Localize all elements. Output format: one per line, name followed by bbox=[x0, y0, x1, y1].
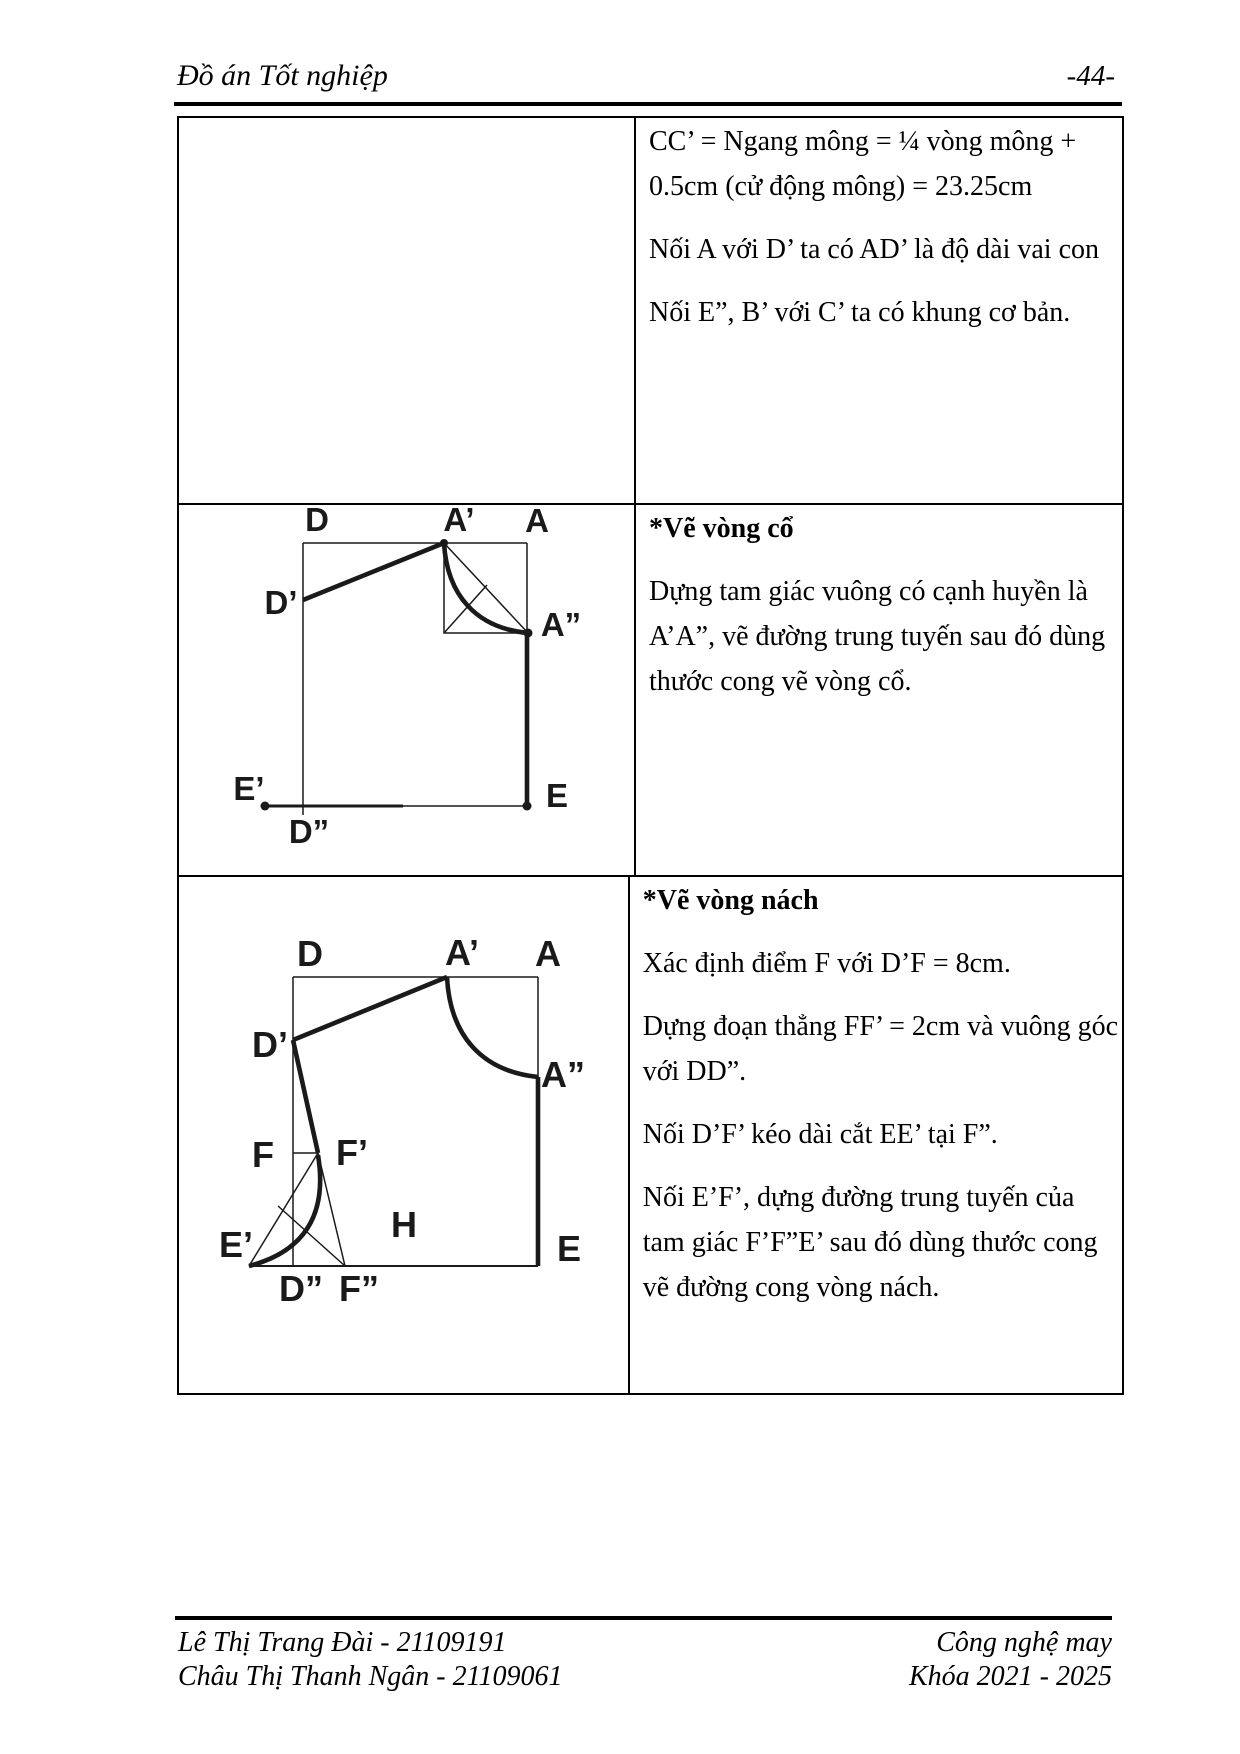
d2-label-D-doubleprime: D” bbox=[279, 1268, 323, 1309]
text-line: Xác định điểm F với D’F = 8cm. bbox=[642, 948, 1011, 979]
d2-label-F-prime: F’ bbox=[336, 1132, 368, 1173]
cell-text-neckline bbox=[636, 505, 1122, 875]
armhole-paragraphs bbox=[643, 941, 1118, 1310]
text-line: CC’ = Ngang mông = ¼ vòng mông + bbox=[649, 126, 1077, 157]
footer-author-2: Châu Thị Thanh Ngân - 21109061 bbox=[178, 1661, 563, 1692]
text-line: Nối D’F’ kéo dài cắt EE’ tại F”. bbox=[642, 1119, 998, 1150]
text-line: Dựng tam giác vuông có cạnh huyền là bbox=[649, 576, 1088, 607]
d2-label-F: F bbox=[252, 1134, 274, 1175]
document-title: Đồ án Tốt nghiệp bbox=[177, 59, 388, 92]
page-number: -44- bbox=[1066, 60, 1115, 92]
d1-label-D: D bbox=[305, 503, 329, 538]
cell-text-measurements bbox=[636, 118, 1122, 503]
text-line: thước cong vẽ vòng cổ. bbox=[649, 666, 912, 697]
text-line: 0.5cm (cử động mông) = 23.25cm bbox=[649, 171, 1033, 202]
d2-label-A: A bbox=[535, 933, 561, 974]
d1-label-A-prime: A’ bbox=[443, 503, 475, 538]
d2-label-A-prime: A’ bbox=[444, 932, 480, 973]
d2-armhole-straight bbox=[293, 1040, 318, 1153]
d2-label-H: H bbox=[391, 1204, 417, 1245]
text-line: Nối E”, B’ với C’ ta có khung cơ bản. bbox=[649, 297, 1071, 328]
paragraph bbox=[649, 119, 1118, 209]
spacer bbox=[643, 923, 1118, 941]
text-line: với DD”. bbox=[642, 1056, 747, 1087]
d1-label-D-doubleprime: D” bbox=[288, 813, 330, 850]
table-row-measurements bbox=[179, 118, 1122, 505]
text-line: Dựng đoạn thẳng FF’ = 2cm và vuông góc bbox=[642, 1011, 1118, 1042]
text-line: Nối E’F’, dựng đường trung tuyến của bbox=[642, 1182, 1075, 1213]
d2-label-F-doubleprime: F” bbox=[339, 1268, 379, 1309]
d2-median-line bbox=[278, 1206, 345, 1266]
d1-frame-lines bbox=[303, 543, 527, 815]
text-line: vẽ đường cong vòng nách. bbox=[642, 1272, 940, 1303]
d2-label-D-prime: D’ bbox=[252, 1024, 288, 1065]
d1-shoulder-line bbox=[303, 543, 444, 600]
d2-label-E: E bbox=[556, 1228, 582, 1269]
d2-label-E-prime: E’ bbox=[218, 1224, 254, 1265]
d2-label-D: D bbox=[297, 933, 323, 974]
d2-neck-curve bbox=[447, 977, 538, 1077]
paragraph bbox=[649, 569, 1118, 704]
neckline-paragraphs bbox=[649, 569, 1118, 704]
paragraph bbox=[643, 1175, 1118, 1310]
section-heading-neckline: *Vẽ vòng cổ bbox=[649, 513, 794, 544]
d2-label-A-doubleprime: A” bbox=[541, 1054, 585, 1095]
point-dot-E bbox=[523, 802, 532, 811]
cell-empty bbox=[179, 118, 636, 503]
paragraph bbox=[649, 290, 1118, 335]
paragraph bbox=[643, 1004, 1118, 1094]
armhole-diagram bbox=[179, 875, 632, 1393]
d1-label-A: A bbox=[525, 503, 549, 539]
header-rule bbox=[174, 102, 1122, 106]
d1-label-A-doubleprime: A” bbox=[540, 606, 582, 643]
footer-program bbox=[909, 1626, 1112, 1694]
spacer bbox=[649, 551, 1118, 569]
point-dot-A-doubleprime bbox=[524, 629, 533, 638]
paragraph bbox=[643, 941, 1118, 986]
section-heading-armhole: *Vẽ vòng nách bbox=[642, 885, 819, 916]
footer-major: Công nghệ may bbox=[936, 1627, 1112, 1658]
d1-label-E: E bbox=[545, 777, 569, 814]
paragraph bbox=[649, 227, 1118, 272]
d2-shoulder-line bbox=[293, 977, 447, 1040]
text-line: Nối A với D’ ta có AD’ là độ dài vai con bbox=[649, 234, 1100, 265]
text-line: A’A”, vẽ đường trung tuyến sau đó dùng bbox=[649, 621, 1106, 652]
point-dot-A-prime bbox=[440, 539, 448, 547]
neckline-diagram bbox=[179, 503, 632, 871]
d1-label-D-prime: D’ bbox=[264, 584, 298, 621]
footer-cohort: Khóa 2021 - 2025 bbox=[909, 1661, 1112, 1692]
paragraph bbox=[643, 1112, 1118, 1157]
footer-authors bbox=[178, 1626, 563, 1694]
d1-label-E-prime: E’ bbox=[233, 770, 265, 807]
footer-rule bbox=[175, 1616, 1112, 1620]
cell-text-armhole bbox=[630, 877, 1122, 1395]
footer-author-1: Lê Thị Trang Đài - 21109191 bbox=[178, 1627, 507, 1658]
text-line: tam giác F’F”E’ sau đó dùng thước cong bbox=[642, 1227, 1098, 1258]
